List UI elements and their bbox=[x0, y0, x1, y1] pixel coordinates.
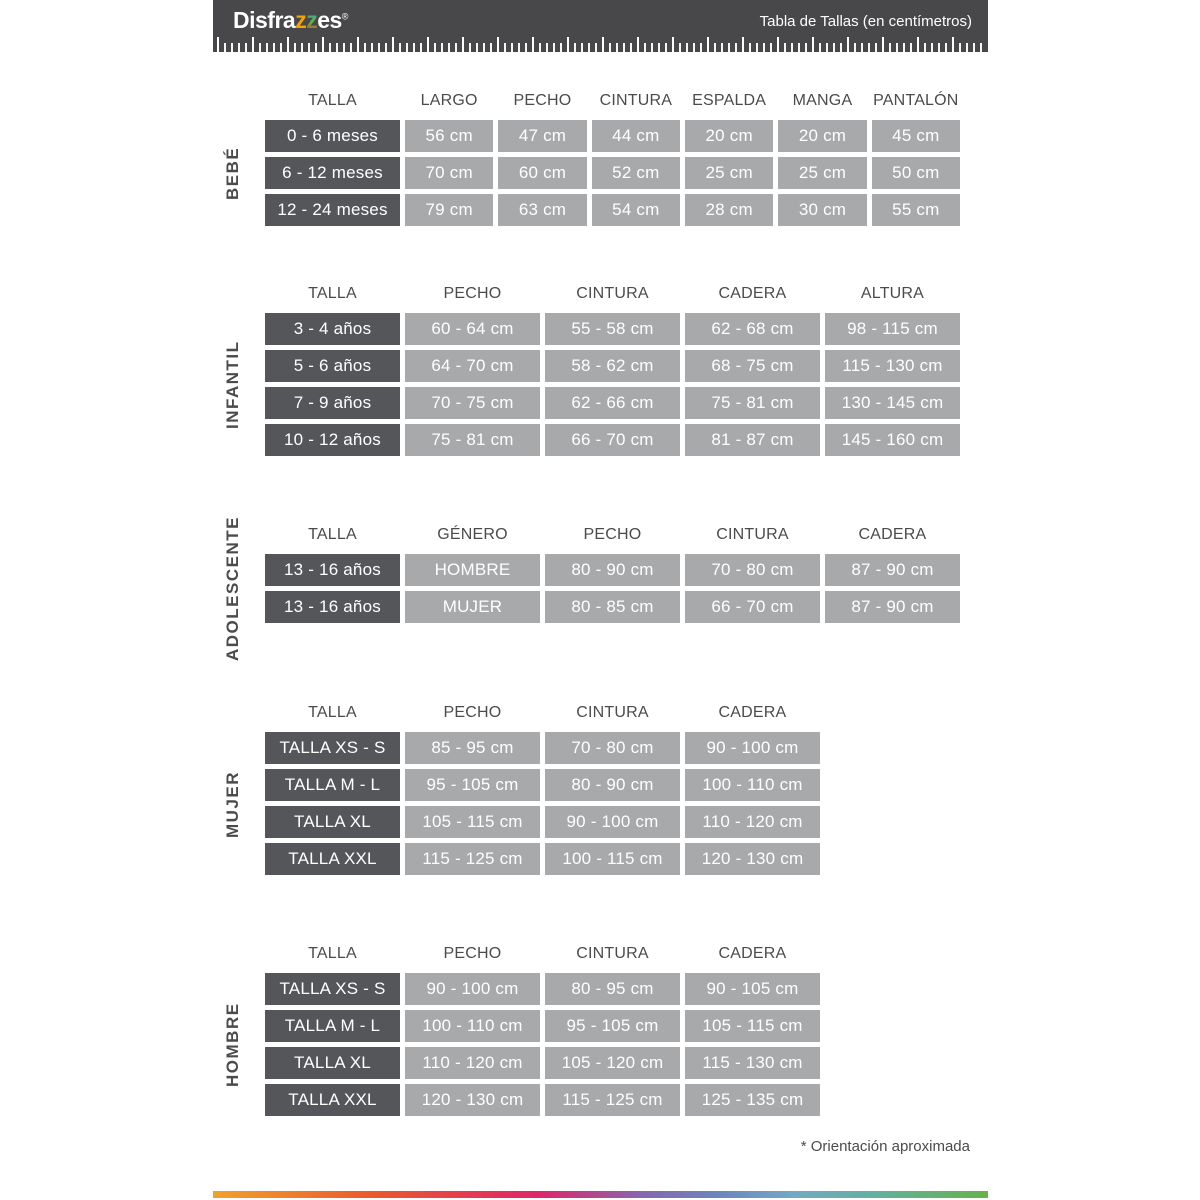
column-header: CADERA bbox=[718, 945, 787, 962]
table-row bbox=[265, 313, 960, 345]
value-cell: 115 - 125 cm bbox=[405, 843, 540, 875]
table-row bbox=[265, 350, 960, 382]
row-label-cell: 6 - 12 meses bbox=[265, 157, 400, 189]
column-header: CINTURA bbox=[576, 945, 649, 962]
row-label-cell: 5 - 6 años bbox=[265, 350, 400, 382]
table-row bbox=[265, 157, 960, 189]
value-cell: 110 - 120 cm bbox=[685, 806, 820, 838]
row-label-cell: TALLA XS - S bbox=[265, 973, 400, 1005]
column-header-row bbox=[265, 939, 820, 969]
row-label-cell: TALLA XXL bbox=[265, 1084, 400, 1116]
size-table-hombre bbox=[223, 939, 820, 1116]
column-header-row bbox=[265, 279, 960, 309]
value-cell: 120 - 130 cm bbox=[685, 843, 820, 875]
column-header: TALLA bbox=[308, 285, 357, 302]
value-cell: 55 cm bbox=[872, 194, 960, 226]
size-table-infantil bbox=[223, 279, 960, 456]
value-cell: 100 - 110 cm bbox=[685, 769, 820, 801]
row-label-cell: TALLA XL bbox=[265, 1047, 400, 1079]
value-cell: 95 - 105 cm bbox=[545, 1010, 680, 1042]
value-cell: 90 - 100 cm bbox=[685, 732, 820, 764]
table-rows bbox=[223, 313, 960, 456]
table-row bbox=[265, 1010, 820, 1042]
value-cell: 63 cm bbox=[498, 194, 586, 226]
brand-logo bbox=[233, 8, 348, 33]
value-cell: 30 cm bbox=[778, 194, 866, 226]
value-cell: 70 - 80 cm bbox=[685, 554, 820, 586]
value-cell: 90 - 100 cm bbox=[545, 806, 680, 838]
column-header: CINTURA bbox=[576, 285, 649, 302]
value-cell: 60 - 64 cm bbox=[405, 313, 540, 345]
value-cell: MUJER bbox=[405, 591, 540, 623]
value-cell: 58 - 62 cm bbox=[545, 350, 680, 382]
row-label-cell: 7 - 9 años bbox=[265, 387, 400, 419]
value-cell: 64 - 70 cm bbox=[405, 350, 540, 382]
value-cell: 75 - 81 cm bbox=[685, 387, 820, 419]
row-label-cell: 13 - 16 años bbox=[265, 554, 400, 586]
value-cell: 145 - 160 cm bbox=[825, 424, 960, 456]
column-header: TALLA bbox=[308, 945, 357, 962]
value-cell: 70 cm bbox=[405, 157, 493, 189]
table-row bbox=[265, 120, 960, 152]
value-cell: 81 - 87 cm bbox=[685, 424, 820, 456]
row-label-cell: TALLA XXL bbox=[265, 843, 400, 875]
column-header-row bbox=[265, 698, 820, 728]
value-cell: 115 - 130 cm bbox=[825, 350, 960, 382]
value-cell: 87 - 90 cm bbox=[825, 554, 960, 586]
brand-logo-z2: z bbox=[306, 7, 318, 33]
value-cell: 75 - 81 cm bbox=[405, 424, 540, 456]
table-row bbox=[265, 843, 820, 875]
column-header: CADERA bbox=[718, 704, 787, 721]
value-cell: 44 cm bbox=[592, 120, 680, 152]
row-label-cell: TALLA XS - S bbox=[265, 732, 400, 764]
page-title: Tabla de Tallas (en centímetros) bbox=[759, 13, 972, 30]
value-cell: 80 - 95 cm bbox=[545, 973, 680, 1005]
side-label-mujer: MUJER bbox=[223, 770, 242, 838]
column-header: PECHO bbox=[443, 945, 502, 962]
value-cell: 90 - 105 cm bbox=[685, 973, 820, 1005]
side-label-bebe: BEBÉ bbox=[223, 146, 242, 200]
row-label-cell: TALLA M - L bbox=[265, 769, 400, 801]
value-cell: 85 - 95 cm bbox=[405, 732, 540, 764]
value-cell: 66 - 70 cm bbox=[545, 424, 680, 456]
table-rows bbox=[223, 120, 960, 226]
value-cell: 100 - 110 cm bbox=[405, 1010, 540, 1042]
table-row bbox=[265, 732, 820, 764]
value-cell: 80 - 90 cm bbox=[545, 554, 680, 586]
column-header: TALLA bbox=[308, 704, 357, 721]
column-header: LARGO bbox=[420, 92, 478, 109]
value-cell: 90 - 100 cm bbox=[405, 973, 540, 1005]
value-cell: 25 cm bbox=[685, 157, 773, 189]
value-cell: 105 - 120 cm bbox=[545, 1047, 680, 1079]
brand-logo-suffix: es bbox=[317, 7, 342, 33]
value-cell: 125 - 135 cm bbox=[685, 1084, 820, 1116]
row-label-cell: 12 - 24 meses bbox=[265, 194, 400, 226]
value-cell: 54 cm bbox=[592, 194, 680, 226]
column-header: TALLA bbox=[308, 92, 357, 109]
value-cell: 62 - 68 cm bbox=[685, 313, 820, 345]
column-header: ESPALDA bbox=[692, 92, 767, 109]
value-cell: 55 - 58 cm bbox=[545, 313, 680, 345]
value-cell: 50 cm bbox=[872, 157, 960, 189]
registered-mark: ® bbox=[341, 11, 348, 22]
value-cell: 79 cm bbox=[405, 194, 493, 226]
column-header-row bbox=[265, 86, 960, 116]
column-header-row bbox=[265, 520, 960, 550]
value-cell: 25 cm bbox=[778, 157, 866, 189]
column-header: PECHO bbox=[583, 526, 642, 543]
column-header: MANGA bbox=[792, 92, 853, 109]
brand-logo-prefix: Disfra bbox=[233, 7, 296, 33]
table-row bbox=[265, 591, 960, 623]
row-label-cell: TALLA M - L bbox=[265, 1010, 400, 1042]
value-cell: 95 - 105 cm bbox=[405, 769, 540, 801]
value-cell: 115 - 125 cm bbox=[545, 1084, 680, 1116]
size-table-adolescente bbox=[223, 516, 960, 661]
table-row bbox=[265, 973, 820, 1005]
table-row bbox=[265, 1084, 820, 1116]
side-label-adolescente: ADOLESCENTE bbox=[223, 516, 242, 661]
column-header: GÉNERO bbox=[437, 526, 508, 543]
value-cell: 70 - 75 cm bbox=[405, 387, 540, 419]
column-header: TALLA bbox=[308, 526, 357, 543]
value-cell: 20 cm bbox=[685, 120, 773, 152]
value-cell: HOMBRE bbox=[405, 554, 540, 586]
value-cell: 130 - 145 cm bbox=[825, 387, 960, 419]
value-cell: 80 - 90 cm bbox=[545, 769, 680, 801]
value-cell: 70 - 80 cm bbox=[545, 732, 680, 764]
value-cell: 66 - 70 cm bbox=[685, 591, 820, 623]
column-header: CADERA bbox=[858, 526, 927, 543]
table-rows bbox=[223, 732, 820, 875]
size-tables bbox=[213, 86, 988, 1116]
value-cell: 52 cm bbox=[592, 157, 680, 189]
row-label-cell: 10 - 12 años bbox=[265, 424, 400, 456]
brand-logo-z1: z bbox=[295, 7, 307, 33]
table-row bbox=[265, 387, 960, 419]
row-label-cell: 3 - 4 años bbox=[265, 313, 400, 345]
value-cell: 68 - 75 cm bbox=[685, 350, 820, 382]
value-cell: 100 - 115 cm bbox=[545, 843, 680, 875]
value-cell: 56 cm bbox=[405, 120, 493, 152]
value-cell: 28 cm bbox=[685, 194, 773, 226]
value-cell: 87 - 90 cm bbox=[825, 591, 960, 623]
column-header: PECHO bbox=[443, 285, 502, 302]
column-header: CADERA bbox=[718, 285, 787, 302]
value-cell: 60 cm bbox=[498, 157, 586, 189]
column-header: PECHO bbox=[443, 704, 502, 721]
value-cell: 98 - 115 cm bbox=[825, 313, 960, 345]
row-label-cell: TALLA XL bbox=[265, 806, 400, 838]
value-cell: 120 - 130 cm bbox=[405, 1084, 540, 1116]
table-rows bbox=[223, 973, 820, 1116]
size-table-mujer bbox=[223, 698, 820, 875]
value-cell: 20 cm bbox=[778, 120, 866, 152]
header-bar bbox=[213, 0, 988, 52]
column-header: PANTALÓN bbox=[873, 92, 959, 109]
column-header: CINTURA bbox=[716, 526, 789, 543]
value-cell: 62 - 66 cm bbox=[545, 387, 680, 419]
column-header: PECHO bbox=[513, 92, 572, 109]
rainbow-bar bbox=[213, 1191, 988, 1198]
value-cell: 115 - 130 cm bbox=[685, 1047, 820, 1079]
table-row bbox=[265, 769, 820, 801]
value-cell: 105 - 115 cm bbox=[405, 806, 540, 838]
size-table-bebe bbox=[223, 86, 960, 226]
table-row bbox=[265, 806, 820, 838]
ruler-ticks-icon bbox=[217, 37, 984, 52]
value-cell: 105 - 115 cm bbox=[685, 1010, 820, 1042]
row-label-cell: 0 - 6 meses bbox=[265, 120, 400, 152]
table-row bbox=[265, 424, 960, 456]
value-cell: 45 cm bbox=[872, 120, 960, 152]
side-label-infantil: INFANTIL bbox=[223, 340, 242, 429]
column-header: CINTURA bbox=[576, 704, 649, 721]
column-header: CINTURA bbox=[599, 92, 673, 109]
table-row bbox=[265, 1047, 820, 1079]
table-row bbox=[265, 194, 960, 226]
table-row bbox=[265, 554, 960, 586]
column-header: ALTURA bbox=[860, 285, 925, 302]
value-cell: 110 - 120 cm bbox=[405, 1047, 540, 1079]
side-label-hombre: HOMBRE bbox=[223, 1002, 242, 1087]
content-area bbox=[213, 0, 988, 1155]
row-label-cell: 13 - 16 años bbox=[265, 591, 400, 623]
value-cell: 47 cm bbox=[498, 120, 586, 152]
footer-note: * Orientación aproximada bbox=[800, 1138, 970, 1155]
value-cell: 80 - 85 cm bbox=[545, 591, 680, 623]
